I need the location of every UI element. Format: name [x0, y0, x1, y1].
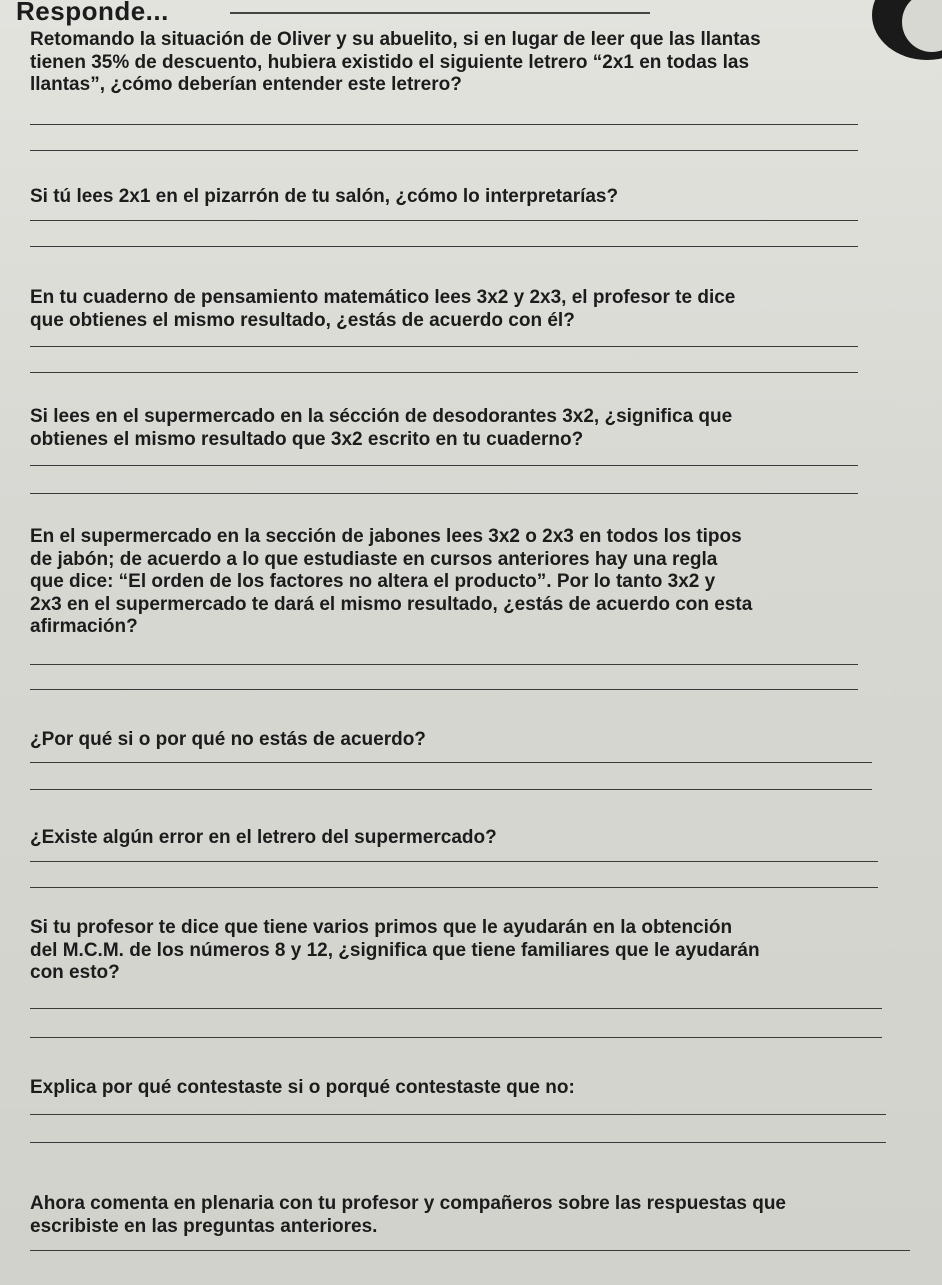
question-1 [30, 29, 880, 97]
answer-line[interactable] [30, 861, 878, 862]
answer-line[interactable] [30, 789, 872, 790]
answer-line[interactable] [30, 493, 858, 494]
question-line: de jabón; de acuerdo a lo que estudiaste en cursos anteriores hay una regla [30, 548, 718, 570]
question-9 [30, 1077, 880, 1100]
question-line: escribiste en las preguntas anteriores. [30, 1215, 378, 1237]
answer-line[interactable] [30, 346, 858, 347]
answer-line[interactable] [30, 1142, 886, 1143]
question-line: Si lees en el supermercado en la sécción de desodorantes 3x2, ¿significa que [30, 406, 733, 427]
answer-line[interactable] [30, 246, 858, 247]
answer-line[interactable] [30, 1250, 910, 1251]
question-line: 2x3 en el supermercado te dará el mismo resultado, ¿estás de acuerdo con esta [30, 593, 753, 615]
question-line: afirmación? [30, 616, 138, 637]
answer-line[interactable] [30, 372, 858, 373]
question-line: con esto? [30, 962, 120, 983]
question-line: obtienes el mismo resultado que 3x2 escrito en tu cuaderno? [30, 428, 584, 450]
question-line: Explica por qué contestaste si o porqué contestaste que no: [30, 1077, 575, 1098]
question-2 [30, 186, 880, 209]
question-8 [30, 917, 880, 985]
answer-line[interactable] [30, 220, 858, 221]
answer-line[interactable] [30, 762, 872, 763]
question-5 [30, 526, 880, 639]
question-line: llantas”, ¿cómo deberían entender este letrero? [30, 74, 462, 95]
answer-line[interactable] [30, 150, 858, 151]
answer-line[interactable] [30, 689, 858, 690]
question-line: que dice: “El orden de los factores no altera el producto”. Por lo tanto 3x2 y [30, 571, 716, 592]
question-line: En el supermercado en la sección de jabones lees 3x2 o 2x3 en todos los tipos [30, 526, 742, 547]
answer-line[interactable] [30, 1114, 886, 1115]
question-line: ¿Por qué si o por qué no estás de acuerdo? [30, 729, 426, 750]
question-line: En tu cuaderno de pensamiento matemático lees 3x2 y 2x3, el profesor te dice [30, 287, 736, 308]
question-6 [30, 729, 880, 752]
question-line: Ahora comenta en plenaria con tu profesor y compañeros sobre las respuestas que [30, 1193, 787, 1214]
answer-line[interactable] [30, 887, 878, 888]
question-line: Retomando la situación de Oliver y su abuelito, si en lugar de leer que las llantas [30, 29, 761, 50]
question-line: que obtienes el mismo resultado, ¿estás de acuerdo con él? [30, 309, 575, 331]
answer-line[interactable] [30, 465, 858, 466]
question-line: tienen 35% de descuento, hubiera existido el siguiente letrero “2x1 en todas las [30, 51, 750, 73]
question-4 [30, 406, 880, 451]
question-line: Si tu profesor te dice que tiene varios primos que le ayudarán en la obtención [30, 917, 733, 938]
answer-line[interactable] [30, 124, 858, 125]
closing-instruction [30, 1193, 880, 1238]
answer-line[interactable] [30, 664, 858, 665]
answer-line[interactable] [30, 1008, 882, 1009]
answer-line[interactable] [30, 1037, 882, 1038]
question-3 [30, 287, 880, 332]
question-line: ¿Existe algún error en el letrero del supermercado? [30, 827, 497, 848]
question-line: Si tú lees 2x1 en el pizarrón de tu salón, ¿cómo lo interpretarías? [30, 186, 619, 207]
page-title: Responde... [16, 0, 169, 26]
title-underline [230, 12, 650, 14]
question-7 [30, 827, 880, 850]
question-line: del M.C.M. de los números 8 y 12, ¿significa que tiene familiares que le ayudarán [30, 939, 760, 961]
